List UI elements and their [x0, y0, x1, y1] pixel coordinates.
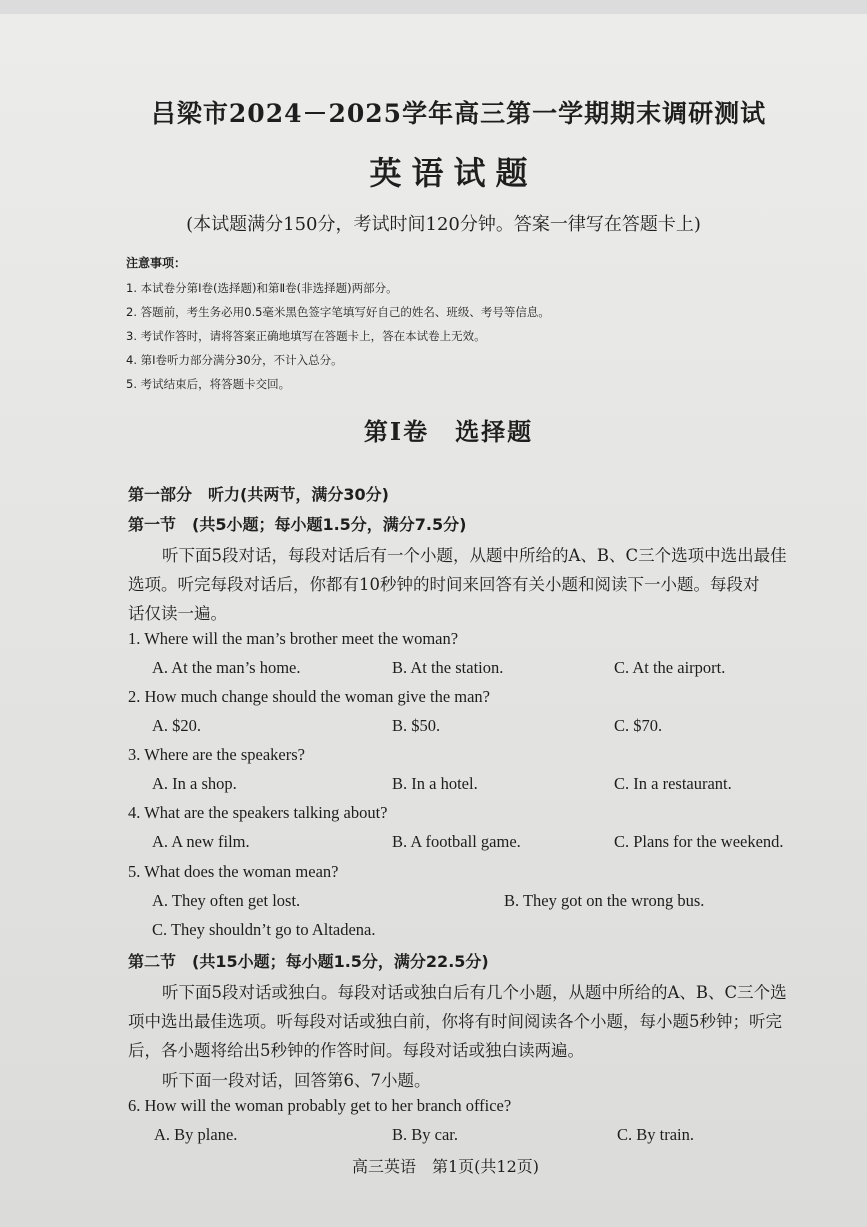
option-a: A. By plane.	[154, 1125, 238, 1144]
notice-item: 4. 第Ⅰ卷听力部分满分30分，不计入总分。	[126, 353, 343, 367]
exam-title: 吕梁市2024－2025学年高三第一学期期末调研测试	[150, 99, 767, 128]
part-title: 第Ⅰ卷 选择题	[363, 417, 534, 446]
page-footer: 高三英语 第1页(共12页)	[351, 1157, 540, 1176]
option-a: A. A new film.	[152, 832, 250, 851]
option-b: B. They got on the wrong bus.	[504, 891, 705, 910]
option-c: C. $70.	[614, 716, 663, 735]
option-c: C. Plans for the weekend.	[614, 832, 784, 851]
option-a: A. In a shop.	[152, 774, 237, 793]
exam-page	[0, 14, 867, 1227]
notice-title: 注意事项：	[126, 256, 187, 270]
option-a: A. At the man’s home.	[152, 658, 301, 677]
question-stem: 5. What does the woman mean?	[128, 862, 339, 881]
option-c: C. They shouldn’t go to Altadena.	[152, 920, 376, 939]
instruction-line: 选项。听完每段对话后，你都有10秒钟的时间来回答有关小题和阅读下一小题。每段对	[128, 575, 760, 594]
subject-title: 英语试题	[369, 154, 538, 192]
notice-item: 2. 答题前，考生务必用0.5毫米黑色签字笔填写好自己的姓名、班级、考号等信息。	[126, 305, 550, 319]
question-stem: 2. How much change should the woman give the man?	[128, 687, 490, 706]
instruction-line: 项中选出最佳选项。听每段对话或独白前，你将有时间阅读各个小题，每小题5秒钟；听完	[128, 1012, 782, 1031]
option-a: A. They often get lost.	[152, 891, 301, 910]
notice-item: 3. 考试作答时，请将答案正确地填写在答题卡上，答在本试卷上无效。	[126, 329, 486, 343]
subsection-title: 第二节 (共15小题；每小题1.5分，满分22.5分)	[128, 952, 489, 971]
instruction-line: 听下面5段对话或独白。每段对话或独白后有几个小题，从题中所给的A、B、C三个选	[162, 983, 787, 1002]
instruction-line: 听下面一段对话，回答第6、7小题。	[162, 1071, 431, 1090]
instruction-line: 后，各小题将给出5秒钟的作答时间。每段对话或独白读两遍。	[128, 1041, 584, 1060]
option-a: A. $20.	[152, 716, 202, 735]
option-c: C. By train.	[617, 1125, 694, 1144]
question-stem: 1. Where will the man’s brother meet the woman?	[128, 629, 459, 648]
notice-item: 5. 考试结束后，将答题卡交回。	[126, 377, 291, 391]
option-b: B. In a hotel.	[392, 774, 478, 793]
question-stem: 6. How will the woman probably get to her branch office?	[128, 1096, 512, 1115]
question-stem: 4. What are the speakers talking about?	[128, 803, 388, 822]
option-b: B. At the station.	[392, 658, 504, 677]
notice-item: 1. 本试卷分第Ⅰ卷(选择题)和第Ⅱ卷(非选择题)两部分。	[126, 281, 398, 295]
option-b: B. $50.	[392, 716, 441, 735]
option-b: B. By car.	[392, 1125, 458, 1144]
question-stem: 3. Where are the speakers?	[128, 745, 305, 764]
instruction-line: 话仅读一遍。	[128, 604, 227, 623]
option-c: C. In a restaurant.	[614, 774, 732, 793]
option-b: B. A football game.	[392, 832, 521, 851]
section-title: 第一部分 听力(共两节，满分30分)	[128, 485, 389, 504]
option-c: C. At the airport.	[614, 658, 726, 677]
subsection-title: 第一节 (共5小题；每小题1.5分，满分7.5分)	[128, 515, 467, 534]
instruction-line: 听下面5段对话，每段对话后有一个小题，从题中所给的A、B、C三个选项中选出最佳	[162, 546, 787, 565]
exam-note: (本试题满分150分，考试时间120分钟。答案一律写在答题卡上)	[186, 214, 701, 235]
